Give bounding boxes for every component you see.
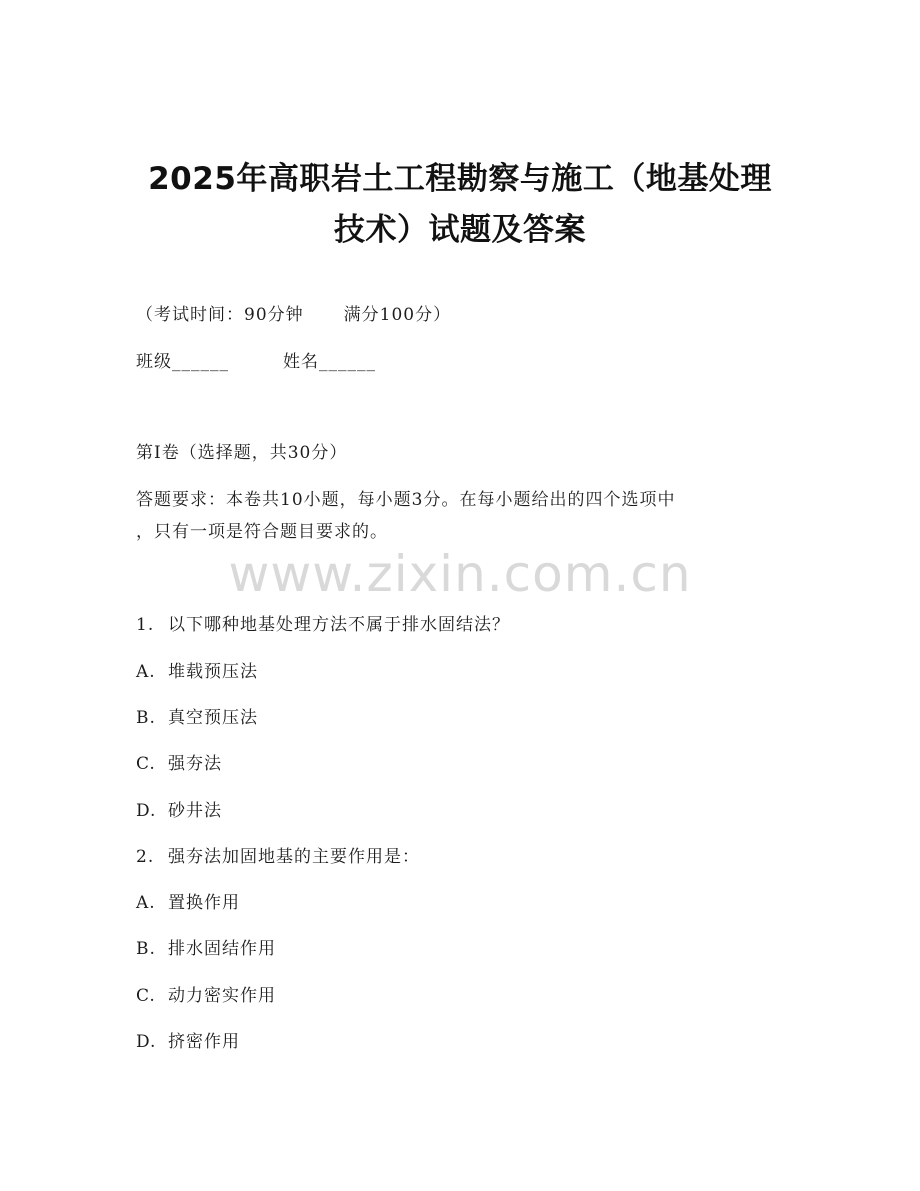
option-letter: C. (136, 754, 156, 774)
option-letter: D. (136, 1032, 157, 1052)
option-letter: C. (136, 986, 156, 1006)
question-number: 1. (136, 615, 155, 635)
question-2-option-c (136, 984, 276, 1008)
option-letter: A. (136, 893, 156, 913)
option-letter: D. (136, 801, 157, 821)
question-1-option-d (136, 799, 222, 823)
option-text: 堆载预压法 (168, 662, 258, 682)
option-text: 砂井法 (168, 801, 222, 821)
exam-time: （考试时间：90分钟 (136, 305, 304, 325)
question-2-option-b (136, 937, 276, 961)
question-text: 强夯法加固地基的主要作用是： (168, 847, 420, 867)
document-title-line-2: 技术）试题及答案 (334, 212, 586, 248)
option-text: 排水固结作用 (168, 939, 276, 959)
instructions-line-1: 答题要求：本卷共10小题，每小题3分。在每小题给出的四个选项中 (136, 490, 676, 510)
class-field: 班级______ (136, 352, 229, 372)
watermark: www.zixin.com.cn (228, 545, 692, 603)
question-number: 2. (136, 847, 155, 867)
question-2-option-a (136, 891, 240, 915)
instructions-line-2: ，只有一项是符合题目要求的。 (136, 522, 388, 542)
option-letter: B. (136, 708, 156, 728)
student-fields (136, 350, 376, 374)
option-text: 强夯法 (168, 754, 222, 774)
exam-score: 满分100分） (343, 305, 452, 325)
question-1-option-c (136, 752, 222, 776)
option-text: 挤密作用 (168, 1032, 240, 1052)
option-text: 动力密实作用 (168, 986, 276, 1006)
exam-info (136, 303, 451, 327)
option-text: 置换作用 (168, 893, 240, 913)
question-2-option-d (136, 1030, 240, 1054)
section-heading: 第I卷（选择题，共30分） (136, 443, 348, 463)
document-title-line-1: 2025年高职岩土工程勘察与施工（地基处理 (148, 161, 772, 197)
question-1-option-a (136, 660, 258, 684)
question-1 (136, 613, 510, 637)
name-field: 姓名______ (283, 352, 376, 372)
option-text: 真空预压法 (168, 708, 258, 728)
question-2 (136, 845, 420, 869)
question-1-option-b (136, 706, 258, 730)
option-letter: B. (136, 939, 156, 959)
question-text: 以下哪种地基处理方法不属于排水固结法？ (168, 615, 510, 635)
option-letter: A. (136, 662, 156, 682)
